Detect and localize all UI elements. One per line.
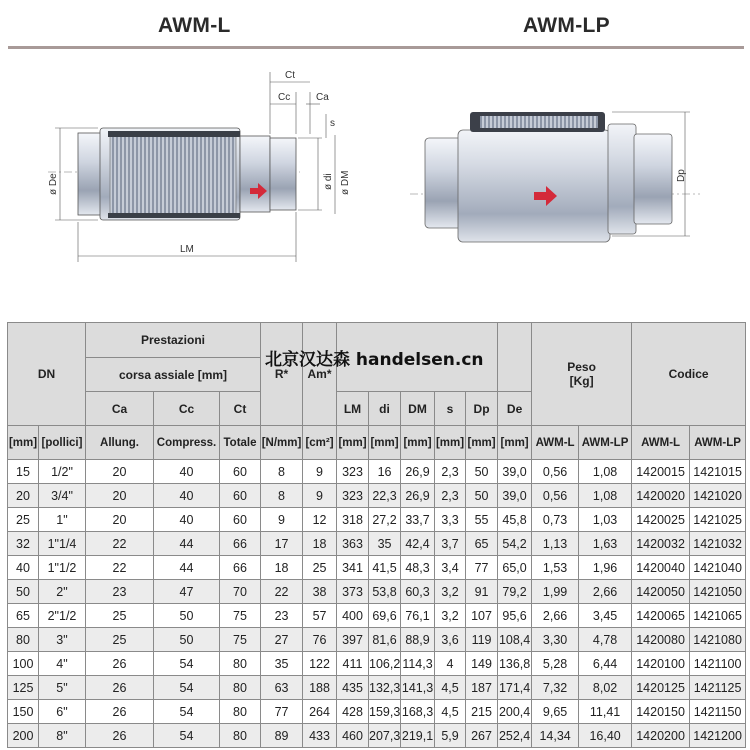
table-cell: 9,65 <box>532 700 579 724</box>
peso-header: Peso [Kg] <box>532 323 632 426</box>
compress-header: Compress. <box>154 426 220 460</box>
table-cell: 8 <box>261 460 303 484</box>
table-cell: 22 <box>86 532 154 556</box>
s-header: s <box>435 392 466 426</box>
table-cell: 3,3 <box>435 508 466 532</box>
table-cell: 171,4 <box>498 676 532 700</box>
table-cell: 433 <box>303 724 337 748</box>
table-cell: 1,03 <box>579 508 632 532</box>
table-cell: 1,63 <box>579 532 632 556</box>
table-cell: 1420080 <box>632 628 690 652</box>
unit-mm-header: [mm] <box>8 426 39 460</box>
table-cell: 25 <box>303 556 337 580</box>
table-cell: 65 <box>466 532 498 556</box>
table-row <box>8 724 746 748</box>
table-cell: 22 <box>86 556 154 580</box>
table-cell: 4" <box>39 652 86 676</box>
table-cell: 53,8 <box>369 580 401 604</box>
table-cell: 44 <box>154 532 220 556</box>
unit-dm-header: [mm] <box>401 426 435 460</box>
dm-label: ø DM <box>340 170 351 195</box>
table-cell: 3,2 <box>435 580 466 604</box>
table-row <box>8 484 746 508</box>
table-cell: 1421080 <box>690 628 746 652</box>
table-cell: 136,8 <box>498 652 532 676</box>
table-row <box>8 628 746 652</box>
unit-pollici-header: [pollici] <box>39 426 86 460</box>
table-cell: 33,7 <box>401 508 435 532</box>
table-cell: 16,40 <box>579 724 632 748</box>
corsa-header: corsa assiale [mm] <box>86 358 261 392</box>
table-row <box>8 652 746 676</box>
table-cell: 39,0 <box>498 460 532 484</box>
title-divider <box>8 46 744 49</box>
table-cell: 1"1/4 <box>39 532 86 556</box>
table-cell: 3/4" <box>39 484 86 508</box>
dp-label: Dp <box>676 169 687 182</box>
ct-label: Ct <box>285 70 295 81</box>
table-cell: 17 <box>261 532 303 556</box>
peso-awml-header: AWM-L <box>532 426 579 460</box>
table-cell: 1"1/2 <box>39 556 86 580</box>
table-cell: 9 <box>303 484 337 508</box>
table-cell: 1421015 <box>690 460 746 484</box>
table-cell: 8" <box>39 724 86 748</box>
table-cell: 0,73 <box>532 508 579 532</box>
table-cell: 1421150 <box>690 700 746 724</box>
de-label: ø De <box>48 173 59 195</box>
table-cell: 26,9 <box>401 484 435 508</box>
codice-awmlp-header: AWM-LP <box>690 426 746 460</box>
table-cell: 47 <box>154 580 220 604</box>
table-cell: 4,5 <box>435 700 466 724</box>
table-cell: 2,3 <box>435 484 466 508</box>
am-header: Am* <box>303 323 337 426</box>
table-cell: 2,3 <box>435 460 466 484</box>
table-cell: 5,28 <box>532 652 579 676</box>
table-cell: 159,3 <box>369 700 401 724</box>
prestazioni-header: Prestazioni <box>86 323 261 358</box>
table-cell: 50 <box>154 628 220 652</box>
table-cell: 75 <box>220 604 261 628</box>
awm-lp-drawing <box>410 112 700 242</box>
table-cell: 39,0 <box>498 484 532 508</box>
table-cell: 107 <box>466 604 498 628</box>
table-cell: 12 <box>303 508 337 532</box>
table-cell: 400 <box>337 604 369 628</box>
table-cell: 35 <box>369 532 401 556</box>
table-cell: 55 <box>466 508 498 532</box>
table-cell: 63 <box>261 676 303 700</box>
table-cell: 91 <box>466 580 498 604</box>
table-cell: 77 <box>466 556 498 580</box>
table-cell: 1420040 <box>632 556 690 580</box>
table-cell: 2"1/2 <box>39 604 86 628</box>
table-row <box>8 532 746 556</box>
unit-s-header: [mm] <box>435 426 466 460</box>
table-cell: 20 <box>86 484 154 508</box>
lm-header: LM <box>337 392 369 426</box>
table-cell: 69,6 <box>369 604 401 628</box>
technical-drawing <box>0 50 750 320</box>
table-cell: 18 <box>261 556 303 580</box>
table-cell: 23 <box>261 604 303 628</box>
table-cell: 11,41 <box>579 700 632 724</box>
table-cell: 40 <box>154 460 220 484</box>
allung-header: Allung. <box>86 426 154 460</box>
dm-header: DM <box>401 392 435 426</box>
table-cell: 1,13 <box>532 532 579 556</box>
table-cell: 1/2" <box>39 460 86 484</box>
table-cell: 2" <box>39 580 86 604</box>
table-cell: 32 <box>8 532 39 556</box>
table-cell: 26,9 <box>401 460 435 484</box>
table-cell: 5,9 <box>435 724 466 748</box>
table-cell: 8,02 <box>579 676 632 700</box>
table-cell: 1421065 <box>690 604 746 628</box>
unit-di-header: [mm] <box>369 426 401 460</box>
title-awm-l: AWM-L <box>158 14 231 37</box>
table-cell: 1421040 <box>690 556 746 580</box>
table-cell: 6,44 <box>579 652 632 676</box>
table-row <box>8 508 746 532</box>
table-cell: 18 <box>303 532 337 556</box>
table-cell: 373 <box>337 580 369 604</box>
table-row <box>8 604 746 628</box>
table-cell: 0,56 <box>532 460 579 484</box>
table-cell: 60,3 <box>401 580 435 604</box>
ct-header: Ct <box>220 392 261 426</box>
table-cell: 20 <box>8 484 39 508</box>
table-cell: 108,4 <box>498 628 532 652</box>
table-cell: 3,45 <box>579 604 632 628</box>
table-cell: 1,08 <box>579 460 632 484</box>
table-cell: 60 <box>220 508 261 532</box>
table-row <box>8 676 746 700</box>
table-cell: 1420015 <box>632 460 690 484</box>
table-cell: 1421025 <box>690 508 746 532</box>
table-cell: 54,2 <box>498 532 532 556</box>
table-cell: 60 <box>220 484 261 508</box>
table-cell: 4,5 <box>435 676 466 700</box>
table-cell: 89 <box>261 724 303 748</box>
dn-header: DN <box>8 323 86 426</box>
di-label: ø di <box>323 173 334 190</box>
table-cell: 411 <box>337 652 369 676</box>
table-cell: 57 <box>303 604 337 628</box>
table-cell: 80 <box>8 628 39 652</box>
table-cell: 20 <box>86 508 154 532</box>
table-cell: 200,4 <box>498 700 532 724</box>
table-cell: 60 <box>220 460 261 484</box>
table-cell: 76 <box>303 628 337 652</box>
table-cell: 66 <box>220 532 261 556</box>
table-cell: 40 <box>154 508 220 532</box>
unit-lm-header: [mm] <box>337 426 369 460</box>
table-cell: 1421032 <box>690 532 746 556</box>
table-cell: 26 <box>86 652 154 676</box>
table-cell: 428 <box>337 700 369 724</box>
table-cell: 1420065 <box>632 604 690 628</box>
table-cell: 22 <box>261 580 303 604</box>
table-cell: 42,4 <box>401 532 435 556</box>
table-cell: 397 <box>337 628 369 652</box>
table-cell: 0,56 <box>532 484 579 508</box>
table-cell: 7,32 <box>532 676 579 700</box>
unit-cm2-header: [cm²] <box>303 426 337 460</box>
table-cell: 1,99 <box>532 580 579 604</box>
table-cell: 66 <box>220 556 261 580</box>
table-row <box>8 580 746 604</box>
table-cell: 45,8 <box>498 508 532 532</box>
table-cell: 54 <box>154 700 220 724</box>
table-cell: 106,2 <box>369 652 401 676</box>
table-cell: 4 <box>435 652 466 676</box>
table-cell: 1,53 <box>532 556 579 580</box>
table-cell: 80 <box>220 700 261 724</box>
table-cell: 168,3 <box>401 700 435 724</box>
table-cell: 1420150 <box>632 700 690 724</box>
table-cell: 16 <box>369 460 401 484</box>
table-cell: 215 <box>466 700 498 724</box>
table-cell: 1420032 <box>632 532 690 556</box>
table-cell: 8 <box>261 484 303 508</box>
table-cell: 460 <box>337 724 369 748</box>
table-cell: 95,6 <box>498 604 532 628</box>
table-cell: 81,6 <box>369 628 401 652</box>
table-cell: 132,3 <box>369 676 401 700</box>
ca-label: Ca <box>316 92 329 103</box>
table-cell: 25 <box>86 604 154 628</box>
table-cell: 1421050 <box>690 580 746 604</box>
table-cell: 200 <box>8 724 39 748</box>
table-cell: 9 <box>303 460 337 484</box>
table-cell: 1421100 <box>690 652 746 676</box>
peso-awmlp-header: AWM-LP <box>579 426 632 460</box>
table-cell: 207,3 <box>369 724 401 748</box>
table-cell: 65,0 <box>498 556 532 580</box>
table-cell: 1421200 <box>690 724 746 748</box>
di-header: di <box>369 392 401 426</box>
cc-header: Cc <box>154 392 220 426</box>
table-row <box>8 460 746 484</box>
table-cell: 40 <box>8 556 39 580</box>
table-cell: 35 <box>261 652 303 676</box>
table-cell: 100 <box>8 652 39 676</box>
table-cell: 323 <box>337 460 369 484</box>
table-cell: 3,2 <box>435 604 466 628</box>
table-cell: 1420025 <box>632 508 690 532</box>
table-cell: 435 <box>337 676 369 700</box>
table-cell: 114,3 <box>401 652 435 676</box>
table-cell: 3,4 <box>435 556 466 580</box>
unit-nmm-header: [N/mm] <box>261 426 303 460</box>
table-row <box>8 556 746 580</box>
table-cell: 80 <box>220 652 261 676</box>
codice-header: Codice <box>632 323 746 426</box>
table-cell: 54 <box>154 724 220 748</box>
lm-label: LM <box>180 244 194 255</box>
table-cell: 25 <box>86 628 154 652</box>
table-cell: 323 <box>337 484 369 508</box>
table-cell: 149 <box>466 652 498 676</box>
awm-l-drawing <box>48 70 351 262</box>
table-cell: 119 <box>466 628 498 652</box>
codice-awml-header: AWM-L <box>632 426 690 460</box>
table-cell: 1" <box>39 508 86 532</box>
table-cell: 6" <box>39 700 86 724</box>
table-row <box>8 700 746 724</box>
table-cell: 1,96 <box>579 556 632 580</box>
table-cell: 80 <box>220 676 261 700</box>
table-cell: 141,3 <box>401 676 435 700</box>
table-cell: 219,1 <box>401 724 435 748</box>
table-cell: 252,4 <box>498 724 532 748</box>
table-cell: 76,1 <box>401 604 435 628</box>
table-cell: 1420100 <box>632 652 690 676</box>
table-cell: 70 <box>220 580 261 604</box>
table-cell: 3" <box>39 628 86 652</box>
table-cell: 267 <box>466 724 498 748</box>
table-cell: 54 <box>154 676 220 700</box>
table-cell: 1420050 <box>632 580 690 604</box>
s-label: s <box>330 118 335 129</box>
table-cell: 1,08 <box>579 484 632 508</box>
table-cell: 38 <box>303 580 337 604</box>
table-cell: 26 <box>86 676 154 700</box>
table-cell: 3,6 <box>435 628 466 652</box>
table-cell: 363 <box>337 532 369 556</box>
ca-header: Ca <box>86 392 154 426</box>
table-cell: 79,2 <box>498 580 532 604</box>
table-cell: 5" <box>39 676 86 700</box>
table-cell: 264 <box>303 700 337 724</box>
table-cell: 77 <box>261 700 303 724</box>
table-cell: 1421125 <box>690 676 746 700</box>
table-cell: 48,3 <box>401 556 435 580</box>
unit-de-header: [mm] <box>498 426 532 460</box>
table-cell: 20 <box>86 460 154 484</box>
r-header: R* <box>261 323 303 426</box>
table-cell: 2,66 <box>579 580 632 604</box>
dp-header: Dp <box>466 392 498 426</box>
table-cell: 26 <box>86 724 154 748</box>
title-awm-lp: AWM-LP <box>523 14 610 37</box>
table-cell: 3,30 <box>532 628 579 652</box>
table-cell: 50 <box>154 604 220 628</box>
table-cell: 26 <box>86 700 154 724</box>
table-cell: 122 <box>303 652 337 676</box>
table-cell: 188 <box>303 676 337 700</box>
table-cell: 125 <box>8 676 39 700</box>
table-cell: 9 <box>261 508 303 532</box>
table-body <box>8 460 746 748</box>
unit-dp-header: [mm] <box>466 426 498 460</box>
table-cell: 50 <box>466 484 498 508</box>
totale-header: Totale <box>220 426 261 460</box>
table-cell: 187 <box>466 676 498 700</box>
table-cell: 150 <box>8 700 39 724</box>
table-cell: 50 <box>8 580 39 604</box>
table-cell: 65 <box>8 604 39 628</box>
table-cell: 15 <box>8 460 39 484</box>
table-cell: 14,34 <box>532 724 579 748</box>
table-cell: 22,3 <box>369 484 401 508</box>
table-cell: 44 <box>154 556 220 580</box>
table-cell: 50 <box>466 460 498 484</box>
table-cell: 2,66 <box>532 604 579 628</box>
specifications-table <box>7 322 746 748</box>
table-cell: 1420020 <box>632 484 690 508</box>
table-cell: 4,78 <box>579 628 632 652</box>
table-cell: 318 <box>337 508 369 532</box>
de-header-top <box>498 323 532 392</box>
table-cell: 80 <box>220 724 261 748</box>
table-cell: 1420125 <box>632 676 690 700</box>
table-cell: 341 <box>337 556 369 580</box>
table-cell: 25 <box>8 508 39 532</box>
table-cell: 75 <box>220 628 261 652</box>
table-cell: 1420200 <box>632 724 690 748</box>
cc-label: Cc <box>278 92 291 103</box>
watermark-text: 北京汉达森 handelsen.cn <box>265 350 484 370</box>
table-cell: 27,2 <box>369 508 401 532</box>
table-cell: 41,5 <box>369 556 401 580</box>
table-cell: 23 <box>86 580 154 604</box>
table-cell: 54 <box>154 652 220 676</box>
table-cell: 40 <box>154 484 220 508</box>
table-cell: 3,7 <box>435 532 466 556</box>
table-cell: 1421020 <box>690 484 746 508</box>
table-cell: 27 <box>261 628 303 652</box>
table-cell: 88,9 <box>401 628 435 652</box>
de-header: De <box>498 392 532 426</box>
